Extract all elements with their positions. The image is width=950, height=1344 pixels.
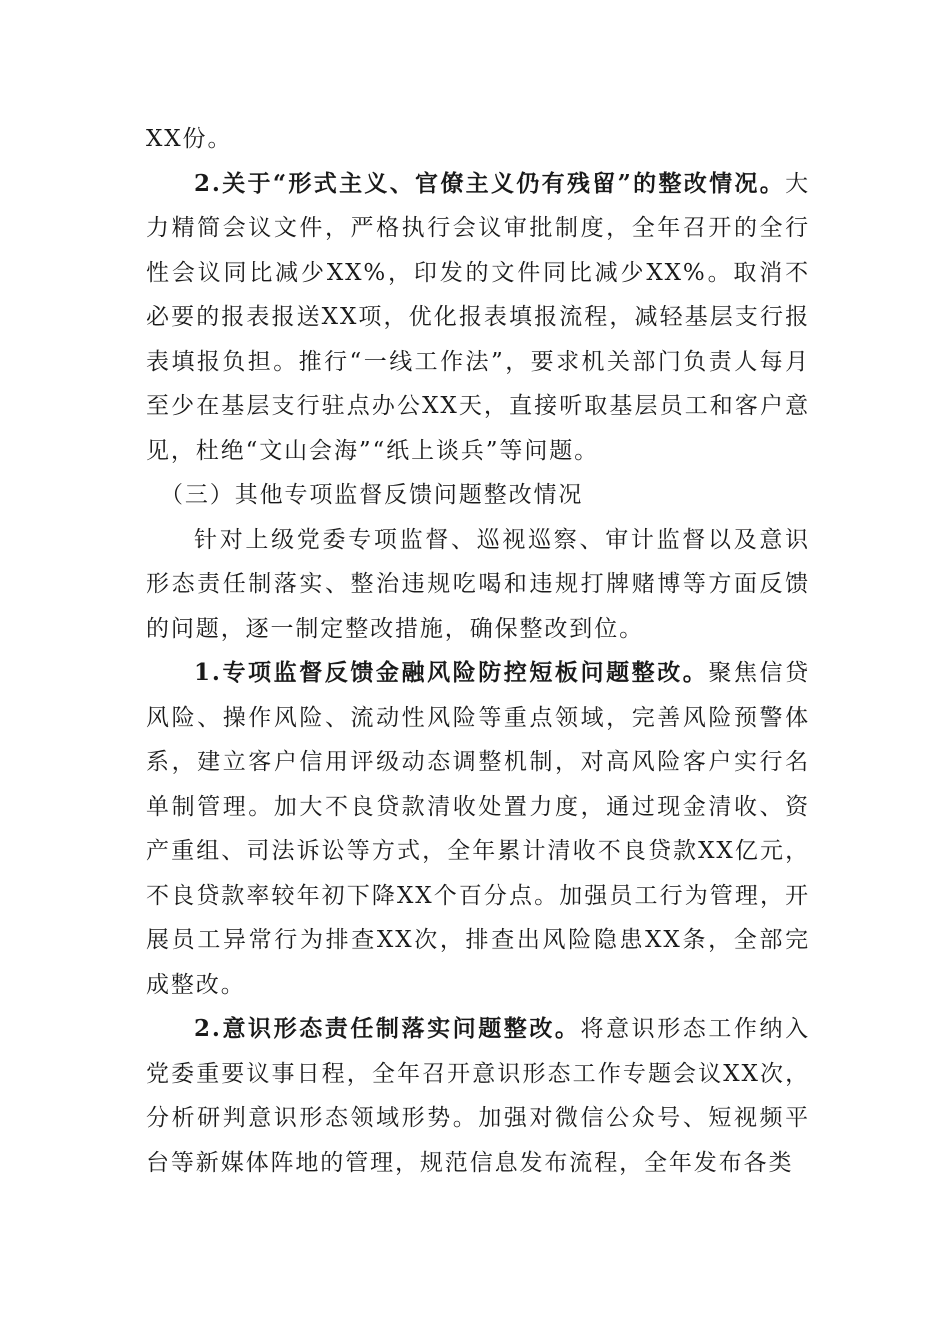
ideology-body: 将意识形态工作纳入党委重要议事日程，全年召开意识形态工作专题会议XX次，分析研判意识形态领域形势。加强对微信公众号、短视频平台等新媒体阵地的管理，规范信息发布流程，全年发布各类 (146, 1016, 810, 1176)
document-body (146, 117, 810, 1185)
section-three-intro-text: 针对上级党委专项监督、巡视巡察、审计监督以及意识形态责任制落实、整治违规吃喝和违规打牌赌博等方面反馈的问题，逐一制定整改措施，确保整改到位。 (146, 526, 810, 642)
paragraph-ideology-responsibility (146, 1007, 810, 1185)
formalism-heading: 2.关于“形式主义、官僚主义仍有残留”的整改情况。 (194, 169, 786, 197)
paragraph-continuation (146, 117, 810, 162)
paragraph-formalism-rectification (146, 162, 810, 474)
continuation-text: XX份。 (146, 126, 233, 152)
paragraph-risk-control (146, 651, 810, 1007)
risk-control-body: 聚焦信贷风险、操作风险、流动性风险等重点领域，完善风险预警体系，建立客户信用评级动态调整机制，对高风险客户实行名单制管理。加大不良贷款清收处置力度，通过现金清收、资产重组、司法诉讼等方式，全年累计清收不良贷款XX亿元，不良贷款率较年初下降XX个百分点。加强员工行为管理，开展员工异常行为排查XX次，排查出风险隐患XX条，全部完成整改。 (146, 660, 810, 998)
section-three-intro (146, 518, 810, 652)
formalism-body: 大力精简会议文件，严格执行会议审批制度，全年召开的全行性会议同比减少XX%，印发的文件同比减少XX%。取消不必要的报表报送XX项，优化报表填报流程，减轻基层支行报表填报负担。推行“一线工作法”，要求机关部门负责人每月至少在基层支行驻点办公XX天，直接听取基层员工和客户意见，杜绝“文山会海”“纸上谈兵”等问题。 (146, 170, 810, 464)
risk-control-heading: 1.专项监督反馈金融风险防控短板问题整改。 (194, 659, 709, 686)
section-three-title: （三）其他专项监督反馈问题整改情况 (160, 482, 584, 508)
ideology-heading: 2.意识形态责任制落实问题整改。 (194, 1015, 581, 1042)
section-three-heading (146, 473, 810, 518)
